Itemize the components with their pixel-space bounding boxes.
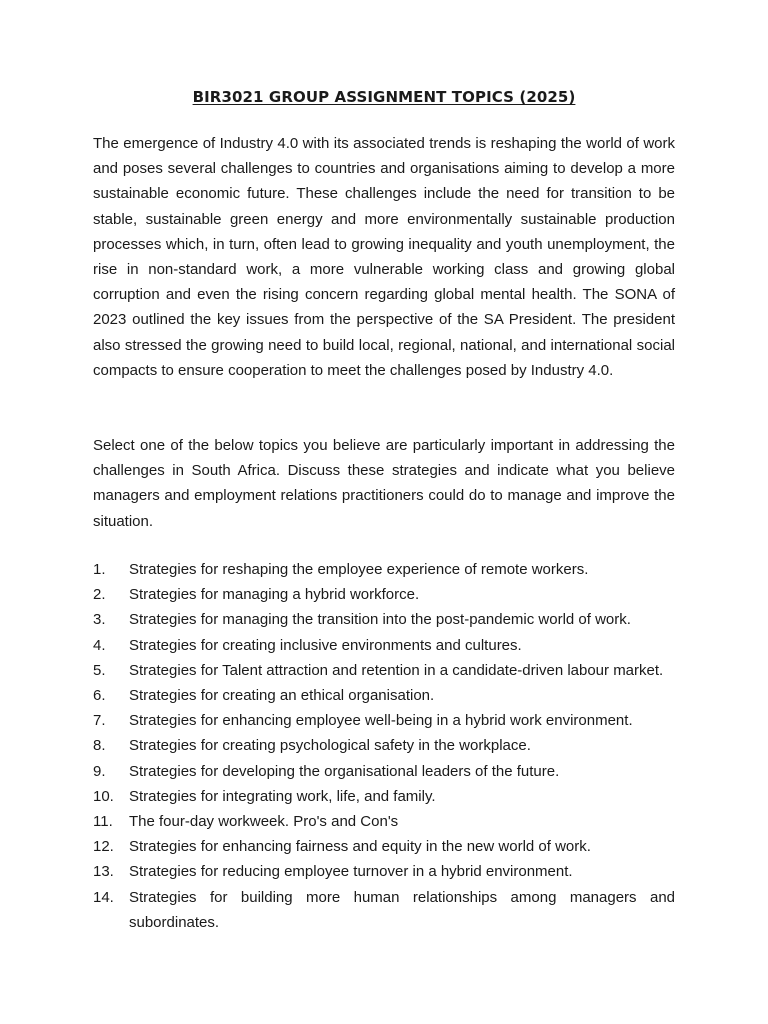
list-item-number: 13.	[93, 863, 114, 881]
list-item-text: Strategies for creating psychological safety in the workplace.	[129, 737, 531, 755]
list-item-number: 5.	[93, 661, 106, 679]
topic-list	[93, 557, 675, 935]
list-item-number: 12.	[93, 838, 114, 856]
list-item	[93, 759, 675, 784]
list-item	[93, 733, 675, 758]
list-item-text: Strategies for integrating work, life, and family.	[129, 787, 436, 805]
list-item	[93, 885, 675, 935]
list-item-number: 2.	[93, 586, 106, 604]
list-item-text: Strategies for Talent attraction and retention in a candidate-driven labour market.	[129, 661, 664, 679]
list-item-number: 4.	[93, 636, 106, 654]
list-item-number: 9.	[93, 762, 106, 780]
list-item	[93, 607, 675, 632]
list-item-number: 10.	[93, 787, 114, 805]
list-item	[93, 658, 675, 683]
list-item	[93, 633, 675, 658]
list-item	[93, 784, 675, 809]
list-item	[93, 859, 675, 884]
list-item-number: 7.	[93, 712, 106, 730]
list-item-text: The four-day workweek. Pro's and Con's	[129, 813, 399, 831]
list-item-number: 6.	[93, 687, 106, 705]
document-title: BIR3021 GROUP ASSIGNMENT TOPICS (2025)	[192, 88, 576, 106]
list-item-text: Strategies for managing the transition into the post-pandemic world of work.	[129, 611, 631, 629]
list-item-text: Strategies for creating an ethical organisation.	[129, 687, 435, 705]
list-item-text: Strategies for developing the organisational leaders of the future.	[129, 762, 560, 780]
list-item-number: 8.	[93, 737, 106, 755]
list-item	[93, 809, 675, 834]
intro-paragraph: The emergence of Industry 4.0 with its associated trends is reshaping the world of work and poses several challenges to countries and organisations aiming to develop a more sustainable economic future. These challenges include the need for transition to be stable, sustainable green energy and more environmentally sustainable production processes which, in turn, often lead to growing inequality and youth unemployment, the rise in non-standard work, a more vulnerable working class and growing global corruption and even the rising concern regarding global mental health. The SONA of 2023 outlined the key issues from the perspective of the SA President. The president also stressed the growing need to build local, regional, national, and international social compacts to ensure cooperation to meet the challenges posed by Industry 4.0.	[93, 135, 675, 379]
list-item-text: Strategies for enhancing fairness and equity in the new world of work.	[129, 838, 591, 856]
list-item-number: 3.	[93, 611, 106, 629]
list-item-text: Strategies for building more human relationships among managers and subordinates.	[129, 888, 675, 931]
list-item-text: Strategies for enhancing employee well-being in a hybrid work environment.	[129, 712, 633, 730]
list-item-number: 1.	[93, 561, 106, 578]
list-item	[93, 708, 675, 733]
list-item-number: 14.	[93, 888, 114, 906]
list-item-text: Strategies for creating inclusive environments and cultures.	[129, 636, 522, 654]
list-item	[93, 683, 675, 708]
list-item	[93, 582, 675, 607]
list-item-text: Strategies for reshaping the employee experience of remote workers.	[129, 561, 589, 578]
list-item-text: Strategies for managing a hybrid workforce.	[129, 586, 420, 604]
list-item-text: Strategies for reducing employee turnover in a hybrid environment.	[129, 863, 573, 881]
instruction-paragraph: Select one of the below topics you believe are particularly important in addressing the challenges in South Africa. Discuss these strategies and indicate what you believe managers and employment relations practitioners could do to manage and improve the situation.	[93, 437, 675, 530]
list-item	[93, 557, 675, 582]
list-item	[93, 834, 675, 859]
list-item-number: 11.	[93, 813, 113, 831]
